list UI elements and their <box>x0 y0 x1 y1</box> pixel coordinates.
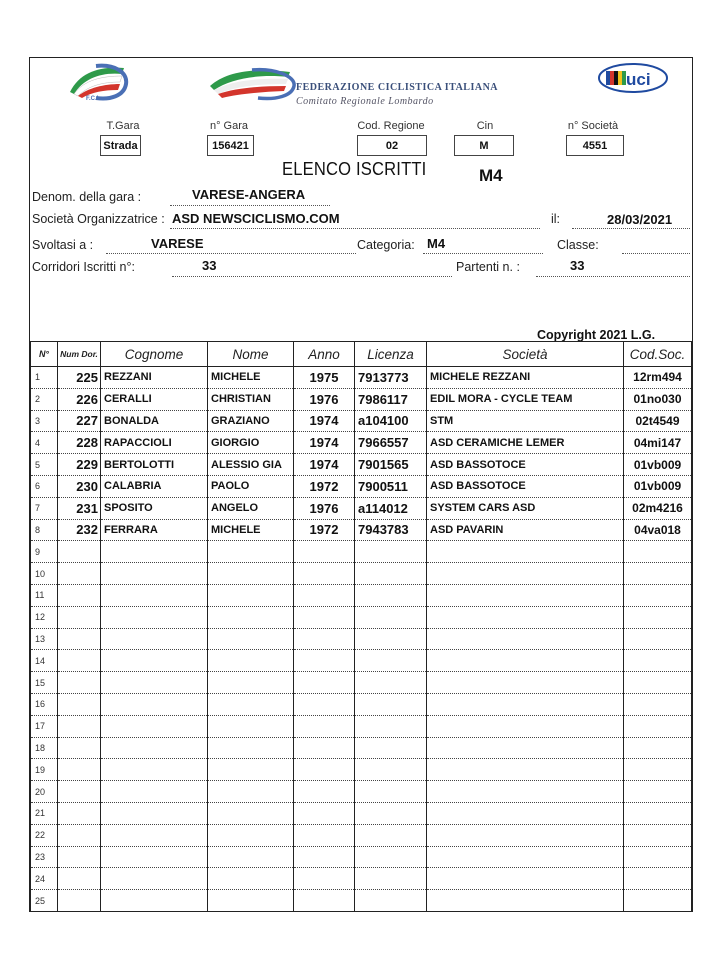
col-header-num-dor: Num Dor. <box>58 342 101 367</box>
cell-bib-number: 226 <box>58 388 101 410</box>
col-header-cognome: Cognome <box>101 342 208 367</box>
cell-club-code: 01vb009 <box>624 475 692 497</box>
cell-club <box>427 715 624 737</box>
cell-first-name <box>208 584 294 606</box>
cell-surname <box>101 824 208 846</box>
cell-row-number: 17 <box>31 715 58 737</box>
cell-birth-year <box>294 715 355 737</box>
tgara-label: T.Gara <box>106 120 140 132</box>
table-header-row <box>31 342 692 367</box>
cell-first-name: MICHELE <box>208 367 294 389</box>
iscritti-label: Corridori Iscritti n°: <box>32 260 135 274</box>
col-header-nome: Nome <box>208 342 294 367</box>
cell-first-name <box>208 824 294 846</box>
partenti-label: Partenti n. : <box>456 260 520 274</box>
uci-text: uci <box>626 70 651 89</box>
cell-license: a114012 <box>355 497 427 519</box>
cell-bib-number <box>58 672 101 694</box>
cell-row-number: 21 <box>31 802 58 824</box>
cell-row-number: 20 <box>31 781 58 803</box>
cell-first-name: PAOLO <box>208 475 294 497</box>
table-row <box>31 410 692 432</box>
classe-label: Classe: <box>557 238 599 252</box>
cell-birth-year: 1976 <box>294 497 355 519</box>
cell-surname: CALABRIA <box>101 475 208 497</box>
cell-license <box>355 693 427 715</box>
cell-row-number: 23 <box>31 846 58 868</box>
table-row <box>31 628 692 650</box>
cell-club-code: 01vb009 <box>624 454 692 476</box>
categoria-value: M4 <box>427 236 446 251</box>
cell-first-name <box>208 715 294 737</box>
cell-club-code <box>624 715 692 737</box>
cin-field: M <box>454 135 514 156</box>
entries-table <box>30 341 692 912</box>
svg-text:F.C.I.: F.C.I. <box>86 96 101 102</box>
cell-surname <box>101 541 208 563</box>
cell-club-code <box>624 584 692 606</box>
cell-bib-number: 229 <box>58 454 101 476</box>
cell-license <box>355 890 427 912</box>
table-row <box>31 454 692 476</box>
cell-bib-number <box>58 781 101 803</box>
cell-first-name: CHRISTIAN <box>208 388 294 410</box>
cell-first-name <box>208 650 294 672</box>
cell-surname: REZZANI <box>101 367 208 389</box>
cell-birth-year: 1974 <box>294 432 355 454</box>
cell-club: ASD CERAMICHE LEMER <box>427 432 624 454</box>
cell-row-number: 9 <box>31 541 58 563</box>
denom-label: Denom. della gara : <box>32 190 142 204</box>
cell-club-code: 04mi147 <box>624 432 692 454</box>
table-row <box>31 715 692 737</box>
cell-birth-year: 1972 <box>294 519 355 541</box>
cell-club <box>427 737 624 759</box>
cell-row-number: 10 <box>31 563 58 585</box>
cell-club-code <box>624 650 692 672</box>
cell-surname <box>101 890 208 912</box>
table-row <box>31 802 692 824</box>
svoltasi-line <box>106 253 356 254</box>
cell-club: SYSTEM CARS ASD <box>427 497 624 519</box>
table-row <box>31 890 692 912</box>
cell-bib-number <box>58 650 101 672</box>
partenti-line <box>536 276 690 277</box>
cell-club <box>427 650 624 672</box>
cell-surname <box>101 846 208 868</box>
cell-row-number: 7 <box>31 497 58 519</box>
cell-license <box>355 628 427 650</box>
cin-label: Cin <box>476 120 494 132</box>
cell-first-name <box>208 628 294 650</box>
cell-row-number: 13 <box>31 628 58 650</box>
table-row <box>31 672 692 694</box>
cell-row-number: 16 <box>31 693 58 715</box>
cod-regione-field: 02 <box>357 135 427 156</box>
cell-bib-number <box>58 846 101 868</box>
cell-first-name: GIORGIO <box>208 432 294 454</box>
cell-surname <box>101 781 208 803</box>
table-row <box>31 606 692 628</box>
cell-license: 7966557 <box>355 432 427 454</box>
cell-club <box>427 541 624 563</box>
cell-club-code <box>624 802 692 824</box>
cell-club: EDIL MORA - CYCLE TEAM <box>427 388 624 410</box>
cell-birth-year: 1974 <box>294 410 355 432</box>
cell-bib-number <box>58 802 101 824</box>
cell-club <box>427 824 624 846</box>
col-header-cod-soc: Cod.Soc. <box>624 342 692 367</box>
cell-club <box>427 693 624 715</box>
cell-license <box>355 541 427 563</box>
table-row <box>31 388 692 410</box>
table-row <box>31 846 692 868</box>
cell-surname <box>101 563 208 585</box>
cell-row-number: 11 <box>31 584 58 606</box>
cell-birth-year <box>294 802 355 824</box>
partenti-value: 33 <box>570 258 585 273</box>
cell-club: MICHELE REZZANI <box>427 367 624 389</box>
cell-club <box>427 606 624 628</box>
cell-license: 7901565 <box>355 454 427 476</box>
cell-birth-year: 1975 <box>294 367 355 389</box>
cell-row-number: 25 <box>31 890 58 912</box>
cell-birth-year <box>294 672 355 694</box>
societa-org-label: Società Organizzatrice : <box>32 212 165 226</box>
cell-first-name <box>208 606 294 628</box>
cell-license <box>355 846 427 868</box>
cell-first-name: ALESSIO GIA <box>208 454 294 476</box>
cell-bib-number: 232 <box>58 519 101 541</box>
cell-club <box>427 890 624 912</box>
cell-surname <box>101 868 208 890</box>
cell-club <box>427 563 624 585</box>
n-societa-field: 4551 <box>566 135 624 156</box>
ngara-field: 156421 <box>207 135 254 156</box>
cell-birth-year <box>294 584 355 606</box>
copyright-note: Copyright 2021 L.G. <box>537 328 656 342</box>
cell-birth-year <box>294 846 355 868</box>
cell-first-name: GRAZIANO <box>208 410 294 432</box>
categoria-label: Categoria: <box>357 238 415 252</box>
cell-first-name <box>208 541 294 563</box>
cell-license: 7913773 <box>355 367 427 389</box>
cell-license <box>355 715 427 737</box>
cell-license <box>355 672 427 694</box>
cell-club: ASD BASSOTOCE <box>427 454 624 476</box>
cell-first-name <box>208 563 294 585</box>
category-heading: M4 <box>479 166 503 185</box>
iscritti-line <box>172 276 452 277</box>
cell-first-name <box>208 693 294 715</box>
cell-club <box>427 781 624 803</box>
cell-surname <box>101 715 208 737</box>
cell-birth-year <box>294 737 355 759</box>
societa-org-value: ASD NEWSCICLISMO.COM <box>172 211 340 226</box>
cell-club-code: 12rm494 <box>624 367 692 389</box>
table-row <box>31 737 692 759</box>
cell-license <box>355 606 427 628</box>
date-label: il: <box>551 212 561 226</box>
cell-club <box>427 802 624 824</box>
cell-club-code <box>624 781 692 803</box>
cell-surname <box>101 802 208 824</box>
cell-license: 7943783 <box>355 519 427 541</box>
cell-surname: SPOSITO <box>101 497 208 519</box>
cell-birth-year: 1974 <box>294 454 355 476</box>
entry-list-sheet <box>29 57 693 912</box>
cell-license <box>355 650 427 672</box>
cell-club: ASD PAVARIN <box>427 519 624 541</box>
cell-surname: FERRARA <box>101 519 208 541</box>
denom-line <box>170 205 330 206</box>
societa-org-line <box>170 228 540 229</box>
cell-birth-year: 1976 <box>294 388 355 410</box>
cell-club-code <box>624 759 692 781</box>
date-line <box>572 228 690 229</box>
cell-birth-year <box>294 628 355 650</box>
denom-value: VARESE-ANGERA <box>192 187 306 202</box>
table-row <box>31 367 692 389</box>
cell-row-number: 19 <box>31 759 58 781</box>
col-header-anno: Anno <box>294 342 355 367</box>
cell-first-name <box>208 781 294 803</box>
cell-bib-number <box>58 890 101 912</box>
cell-bib-number <box>58 563 101 585</box>
cell-surname <box>101 606 208 628</box>
table-row <box>31 693 692 715</box>
cell-bib-number: 227 <box>58 410 101 432</box>
entries-body <box>31 367 692 912</box>
cell-license <box>355 781 427 803</box>
cell-club <box>427 672 624 694</box>
cell-birth-year <box>294 541 355 563</box>
cell-row-number: 3 <box>31 410 58 432</box>
ngara-label: n° Gara <box>209 120 249 132</box>
cell-license <box>355 868 427 890</box>
date-value: 28/03/2021 <box>607 212 673 227</box>
uci-logo <box>596 61 670 95</box>
cell-row-number: 5 <box>31 454 58 476</box>
cell-surname <box>101 672 208 694</box>
classe-line <box>622 253 690 254</box>
cell-club-code <box>624 628 692 650</box>
cell-club-code <box>624 868 692 890</box>
cell-first-name <box>208 890 294 912</box>
cell-bib-number <box>58 628 101 650</box>
cell-surname: BONALDA <box>101 410 208 432</box>
cell-bib-number <box>58 868 101 890</box>
cell-birth-year <box>294 606 355 628</box>
cell-club <box>427 846 624 868</box>
cell-club <box>427 759 624 781</box>
cell-bib-number: 228 <box>58 432 101 454</box>
cell-license: 7900511 <box>355 475 427 497</box>
cell-row-number: 22 <box>31 824 58 846</box>
col-header-licenza: Licenza <box>355 342 427 367</box>
cell-license <box>355 584 427 606</box>
cell-club-code <box>624 890 692 912</box>
table-row <box>31 759 692 781</box>
svoltasi-label: Svoltasi a : <box>32 238 94 252</box>
cell-surname <box>101 628 208 650</box>
cell-birth-year <box>294 824 355 846</box>
cell-license <box>355 824 427 846</box>
cell-bib-number <box>58 541 101 563</box>
cell-license: 7986117 <box>355 388 427 410</box>
federation-logo <box>208 66 538 106</box>
cell-bib-number <box>58 693 101 715</box>
cell-birth-year <box>294 781 355 803</box>
cell-license <box>355 563 427 585</box>
col-header-societa: Società <box>427 342 624 367</box>
col-header-n: N° <box>31 342 58 367</box>
cell-first-name <box>208 737 294 759</box>
cell-bib-number: 230 <box>58 475 101 497</box>
cell-row-number: 6 <box>31 475 58 497</box>
fci-logo <box>66 62 130 102</box>
cell-bib-number: 231 <box>58 497 101 519</box>
table-row <box>31 824 692 846</box>
cell-club <box>427 628 624 650</box>
cell-row-number: 18 <box>31 737 58 759</box>
cell-club-code <box>624 737 692 759</box>
cell-club: STM <box>427 410 624 432</box>
cell-club-code: 01no030 <box>624 388 692 410</box>
cell-club <box>427 584 624 606</box>
cell-row-number: 15 <box>31 672 58 694</box>
cell-first-name <box>208 868 294 890</box>
cell-first-name <box>208 846 294 868</box>
cell-surname <box>101 650 208 672</box>
iscritti-value: 33 <box>202 258 217 273</box>
cell-row-number: 4 <box>31 432 58 454</box>
table-row <box>31 563 692 585</box>
cell-birth-year <box>294 693 355 715</box>
cell-bib-number: 225 <box>58 367 101 389</box>
cell-bib-number <box>58 824 101 846</box>
cell-club-code <box>624 693 692 715</box>
cell-club-code <box>624 672 692 694</box>
cell-bib-number <box>58 606 101 628</box>
tgara-field: Strada <box>100 135 141 156</box>
n-societa-label: n° Società <box>567 120 619 132</box>
cell-birth-year <box>294 759 355 781</box>
cell-club-code <box>624 563 692 585</box>
document-title: ELENCO ISCRITTI <box>282 159 427 179</box>
cell-birth-year <box>294 868 355 890</box>
cod-regione-label: Cod. Regione <box>357 120 425 132</box>
cell-bib-number <box>58 737 101 759</box>
cell-bib-number <box>58 584 101 606</box>
categoria-line <box>423 253 543 254</box>
cell-club-code: 02t4549 <box>624 410 692 432</box>
cell-first-name <box>208 802 294 824</box>
table-row <box>31 475 692 497</box>
cell-club-code <box>624 846 692 868</box>
table-row <box>31 584 692 606</box>
cell-bib-number <box>58 759 101 781</box>
cell-club <box>427 868 624 890</box>
table-row <box>31 868 692 890</box>
cell-birth-year <box>294 650 355 672</box>
cell-row-number: 1 <box>31 367 58 389</box>
cell-surname <box>101 693 208 715</box>
cell-first-name <box>208 672 294 694</box>
table-row <box>31 650 692 672</box>
federation-name: FEDERAZIONE CICLISTICA ITALIANA <box>296 82 499 93</box>
cell-first-name: ANGELO <box>208 497 294 519</box>
cell-surname <box>101 737 208 759</box>
cell-row-number: 2 <box>31 388 58 410</box>
cell-bib-number <box>58 715 101 737</box>
cell-birth-year <box>294 890 355 912</box>
cell-first-name <box>208 759 294 781</box>
cell-surname: CERALLI <box>101 388 208 410</box>
cell-row-number: 8 <box>31 519 58 541</box>
cell-license: a104100 <box>355 410 427 432</box>
cell-row-number: 24 <box>31 868 58 890</box>
cell-surname <box>101 759 208 781</box>
cell-row-number: 12 <box>31 606 58 628</box>
cell-surname <box>101 584 208 606</box>
cell-club-code <box>624 541 692 563</box>
cell-license <box>355 737 427 759</box>
svoltasi-value: VARESE <box>151 236 204 251</box>
table-row <box>31 781 692 803</box>
cell-surname: RAPACCIOLI <box>101 432 208 454</box>
cell-row-number: 14 <box>31 650 58 672</box>
table-row <box>31 519 692 541</box>
cell-surname: BERTOLOTTI <box>101 454 208 476</box>
table-row <box>31 432 692 454</box>
cell-birth-year <box>294 563 355 585</box>
cell-club: ASD BASSOTOCE <box>427 475 624 497</box>
cell-first-name: MICHELE <box>208 519 294 541</box>
cell-club-code <box>624 824 692 846</box>
table-row <box>31 541 692 563</box>
cell-club-code: 04va018 <box>624 519 692 541</box>
cell-club-code: 02m4216 <box>624 497 692 519</box>
federation-subtitle: Comitato Regionale Lombardo <box>296 96 434 107</box>
cell-birth-year: 1972 <box>294 475 355 497</box>
cell-license <box>355 802 427 824</box>
cell-club-code <box>624 606 692 628</box>
cell-license <box>355 759 427 781</box>
table-row <box>31 497 692 519</box>
